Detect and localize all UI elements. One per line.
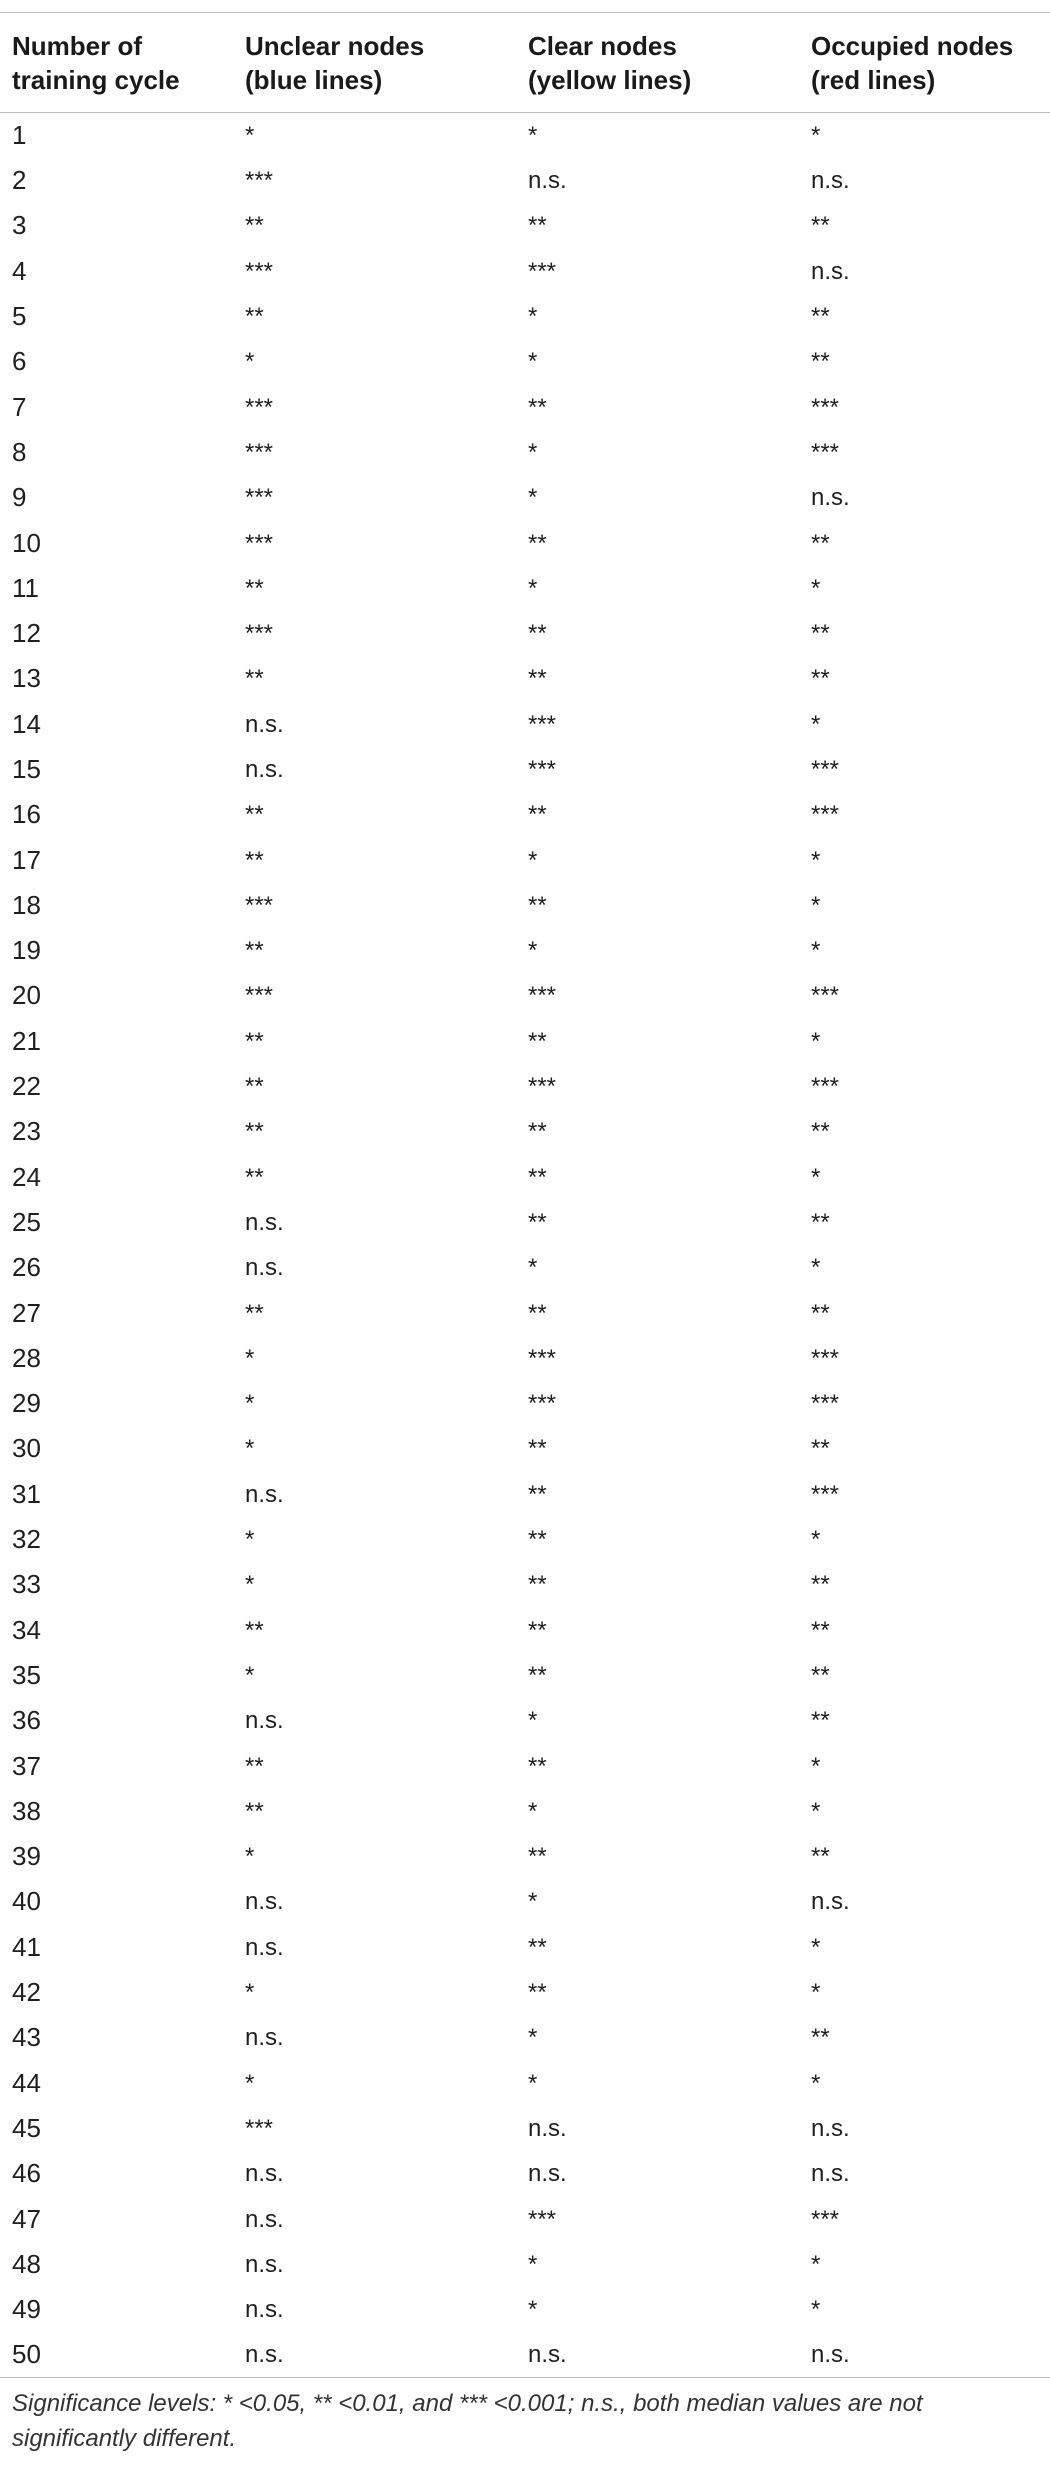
cell-clear-nodes: * <box>528 2024 538 2052</box>
table-row <box>0 1743 1050 1788</box>
cell-occupied-nodes: n.s. <box>811 1888 850 1916</box>
cell-occupied-nodes: ** <box>811 1571 830 1599</box>
table-row <box>0 1517 1050 1562</box>
cell-unclear-nodes: * <box>245 1390 255 1418</box>
cell-training-cycle: 47 <box>12 2203 41 2234</box>
cell-training-cycle: 14 <box>12 708 41 739</box>
table-row <box>0 1608 1050 1653</box>
cell-unclear-nodes: *** <box>245 2114 274 2142</box>
header-unclear-nodes: Unclear nodes (blue lines) <box>245 30 425 95</box>
cell-unclear-nodes: ** <box>245 303 264 331</box>
cell-occupied-nodes: *** <box>811 1480 840 1508</box>
cell-clear-nodes: ** <box>528 1526 547 1554</box>
cell-training-cycle: 6 <box>12 346 27 377</box>
table-footnote: Significance levels: * <0.05, ** <0.01, and *** <0.001; n.s., both median values are not significantly different. <box>12 2390 923 2453</box>
table-row <box>0 249 1050 294</box>
cell-clear-nodes: *** <box>528 1344 557 1372</box>
cell-training-cycle: 31 <box>12 1478 41 1509</box>
cell-clear-nodes: ** <box>528 1979 547 2007</box>
cell-clear-nodes: ** <box>528 1933 547 1961</box>
cell-unclear-nodes: *** <box>245 257 274 285</box>
cell-occupied-nodes: ** <box>811 1707 830 1735</box>
cell-clear-nodes: ** <box>528 529 547 557</box>
cell-clear-nodes: *** <box>528 257 557 285</box>
cell-training-cycle: 42 <box>12 1977 41 2008</box>
cell-training-cycle: 49 <box>12 2294 41 2325</box>
cell-occupied-nodes: ** <box>811 529 830 557</box>
cell-training-cycle: 8 <box>12 436 27 467</box>
table-row <box>0 339 1050 384</box>
table-row <box>0 837 1050 882</box>
table-row <box>0 113 1050 159</box>
cell-clear-nodes: * <box>528 438 538 466</box>
header-training-cycle: Number of training cycle <box>12 30 180 95</box>
cell-clear-nodes: * <box>528 1254 538 1282</box>
cell-unclear-nodes: n.s. <box>245 2205 284 2233</box>
cell-occupied-nodes: * <box>811 1797 821 1825</box>
table-row <box>0 475 1050 520</box>
table-row <box>0 2287 1050 2332</box>
cell-clear-nodes: *** <box>528 1073 557 1101</box>
table-row <box>0 1426 1050 1471</box>
cell-training-cycle: 7 <box>12 391 27 422</box>
header-occupied-nodes: Occupied nodes (red lines) <box>811 30 1014 95</box>
cell-clear-nodes: * <box>528 846 538 874</box>
table-row <box>0 2242 1050 2287</box>
cell-unclear-nodes: ** <box>245 1118 264 1146</box>
cell-training-cycle: 28 <box>12 1342 41 1373</box>
cell-unclear-nodes: n.s. <box>245 1888 284 1916</box>
cell-occupied-nodes: ** <box>811 1435 830 1463</box>
cell-unclear-nodes: ** <box>245 1027 264 1055</box>
cell-clear-nodes: * <box>528 2069 538 2097</box>
cell-clear-nodes: ** <box>528 1661 547 1689</box>
cell-unclear-nodes: * <box>245 2069 255 2097</box>
cell-clear-nodes: * <box>528 937 538 965</box>
cell-unclear-nodes: * <box>245 348 255 376</box>
cell-unclear-nodes: n.s. <box>245 2024 284 2052</box>
cell-training-cycle: 22 <box>12 1071 41 1102</box>
table-row <box>0 611 1050 656</box>
cell-training-cycle: 39 <box>12 1841 41 1872</box>
cell-clear-nodes: ** <box>528 1480 547 1508</box>
cell-clear-nodes: ** <box>528 1208 547 1236</box>
cell-occupied-nodes: * <box>811 710 821 738</box>
cell-clear-nodes: * <box>528 1797 538 1825</box>
cell-training-cycle: 29 <box>12 1388 41 1419</box>
cell-clear-nodes: ** <box>528 801 547 829</box>
cell-clear-nodes: ** <box>528 1843 547 1871</box>
cell-occupied-nodes: ** <box>811 1661 830 1689</box>
cell-occupied-nodes: *** <box>811 1344 840 1372</box>
cell-clear-nodes: ** <box>528 1616 547 1644</box>
cell-training-cycle: 10 <box>12 527 41 558</box>
cell-occupied-nodes: *** <box>811 982 840 1010</box>
cell-occupied-nodes: ** <box>811 303 830 331</box>
table-row <box>0 1200 1050 1245</box>
cell-occupied-nodes: n.s. <box>811 484 850 512</box>
cell-unclear-nodes: ** <box>245 665 264 693</box>
table-row <box>0 1925 1050 1970</box>
table-row <box>0 1336 1050 1381</box>
cell-clear-nodes: * <box>528 303 538 331</box>
cell-unclear-nodes: ** <box>245 212 264 240</box>
cell-clear-nodes: n.s. <box>528 2341 567 2369</box>
cell-clear-nodes: * <box>528 122 538 149</box>
header-row <box>0 13 1050 113</box>
cell-occupied-nodes: * <box>811 1254 821 1282</box>
table-row <box>0 702 1050 747</box>
cell-unclear-nodes: *** <box>245 620 274 648</box>
table-row <box>0 2196 1050 2241</box>
cell-clear-nodes: ** <box>528 393 547 421</box>
cell-unclear-nodes: n.s. <box>245 2341 284 2369</box>
table-row <box>0 973 1050 1018</box>
cell-occupied-nodes: * <box>811 1933 821 1961</box>
cell-occupied-nodes: * <box>811 2296 821 2324</box>
table-row <box>0 566 1050 611</box>
cell-clear-nodes: *** <box>528 2205 557 2233</box>
cell-clear-nodes: ** <box>528 1027 547 1055</box>
table-row <box>0 747 1050 792</box>
cell-clear-nodes: ** <box>528 1118 547 1146</box>
cell-occupied-nodes: ** <box>811 620 830 648</box>
cell-clear-nodes: * <box>528 484 538 512</box>
cell-occupied-nodes: *** <box>811 801 840 829</box>
cell-training-cycle: 21 <box>12 1025 41 1056</box>
cell-training-cycle: 44 <box>12 2067 41 2098</box>
cell-training-cycle: 36 <box>12 1705 41 1736</box>
significance-table <box>0 12 1050 2378</box>
cell-clear-nodes: * <box>528 2296 538 2324</box>
cell-clear-nodes: n.s. <box>528 2160 567 2188</box>
table-row <box>0 203 1050 248</box>
table-row <box>0 1562 1050 1607</box>
cell-clear-nodes: ** <box>528 1299 547 1327</box>
cell-training-cycle: 4 <box>12 255 27 286</box>
cell-occupied-nodes: *** <box>811 438 840 466</box>
cell-occupied-nodes: ** <box>811 348 830 376</box>
table-row <box>0 1019 1050 1064</box>
table-row <box>0 1290 1050 1335</box>
cell-training-cycle: 30 <box>12 1433 41 1464</box>
cell-clear-nodes: ** <box>528 212 547 240</box>
cell-occupied-nodes: * <box>811 891 821 919</box>
cell-training-cycle: 1 <box>12 120 27 150</box>
table-row <box>0 520 1050 565</box>
cell-training-cycle: 9 <box>12 482 27 513</box>
cell-occupied-nodes: ** <box>811 1616 830 1644</box>
cell-occupied-nodes: *** <box>811 1390 840 1418</box>
cell-training-cycle: 26 <box>12 1252 41 1283</box>
cell-occupied-nodes: *** <box>811 2205 840 2233</box>
cell-clear-nodes: ** <box>528 891 547 919</box>
cell-unclear-nodes: ** <box>245 846 264 874</box>
cell-training-cycle: 24 <box>12 1161 41 1192</box>
cell-unclear-nodes: ** <box>245 937 264 965</box>
cell-unclear-nodes: n.s. <box>245 2296 284 2324</box>
cell-unclear-nodes: * <box>245 1979 255 2007</box>
cell-unclear-nodes: n.s. <box>245 2160 284 2188</box>
table-row <box>0 1879 1050 1924</box>
cell-training-cycle: 48 <box>12 2248 41 2279</box>
cell-unclear-nodes: n.s. <box>245 1707 284 1735</box>
table-row <box>0 656 1050 701</box>
cell-training-cycle: 25 <box>12 1206 41 1237</box>
table-row <box>0 384 1050 429</box>
cell-training-cycle: 41 <box>12 1931 41 1962</box>
cell-occupied-nodes: * <box>811 122 821 149</box>
cell-clear-nodes: ** <box>528 1752 547 1780</box>
cell-unclear-nodes: * <box>245 1435 255 1463</box>
table-row <box>0 1155 1050 1200</box>
cell-occupied-nodes: * <box>811 1027 821 1055</box>
cell-unclear-nodes: *** <box>245 982 274 1010</box>
cell-occupied-nodes: * <box>811 846 821 874</box>
cell-unclear-nodes: * <box>245 1571 255 1599</box>
cell-unclear-nodes: n.s. <box>245 1254 284 1282</box>
cell-clear-nodes: ** <box>528 1571 547 1599</box>
cell-training-cycle: 45 <box>12 2112 41 2143</box>
table-row <box>0 1970 1050 2015</box>
table-header <box>0 13 1050 113</box>
table-row <box>0 928 1050 973</box>
cell-training-cycle: 38 <box>12 1795 41 1826</box>
cell-unclear-nodes: ** <box>245 574 264 602</box>
cell-occupied-nodes: *** <box>811 756 840 783</box>
cell-clear-nodes: ** <box>528 620 547 648</box>
cell-clear-nodes: *** <box>528 982 557 1010</box>
cell-training-cycle: 3 <box>12 210 27 241</box>
cell-clear-nodes: n.s. <box>528 2114 567 2142</box>
cell-occupied-nodes: * <box>811 2069 821 2097</box>
table-row <box>0 792 1050 837</box>
cell-clear-nodes: ** <box>528 1435 547 1463</box>
table-row <box>0 2151 1050 2196</box>
cell-occupied-nodes: *** <box>811 393 840 421</box>
cell-clear-nodes: ** <box>528 1163 547 1191</box>
cell-clear-nodes: ** <box>528 665 547 693</box>
cell-unclear-nodes: * <box>245 1526 255 1554</box>
cell-training-cycle: 37 <box>12 1750 41 1781</box>
cell-training-cycle: 34 <box>12 1614 41 1645</box>
cell-occupied-nodes: * <box>811 1752 821 1780</box>
cell-unclear-nodes: *** <box>245 529 274 557</box>
table-row <box>0 2015 1050 2060</box>
cell-unclear-nodes: ** <box>245 1797 264 1825</box>
cell-training-cycle: 35 <box>12 1659 41 1690</box>
cell-occupied-nodes: ** <box>811 1208 830 1236</box>
cell-unclear-nodes: * <box>245 1843 255 1871</box>
cell-unclear-nodes: n.s. <box>245 1208 284 1236</box>
cell-training-cycle: 23 <box>12 1116 41 1147</box>
cell-occupied-nodes: n.s. <box>811 167 850 195</box>
cell-occupied-nodes: ** <box>811 212 830 240</box>
cell-clear-nodes: * <box>528 1707 538 1735</box>
cell-occupied-nodes: ** <box>811 2024 830 2052</box>
cell-unclear-nodes: *** <box>245 167 274 195</box>
cell-clear-nodes: n.s. <box>528 167 567 195</box>
cell-training-cycle: 18 <box>12 889 41 920</box>
table-row <box>0 430 1050 475</box>
cell-unclear-nodes: ** <box>245 1073 264 1101</box>
cell-occupied-nodes: * <box>811 574 821 602</box>
table-row <box>0 2106 1050 2151</box>
table-row <box>0 1381 1050 1426</box>
cell-unclear-nodes: ** <box>245 1163 264 1191</box>
cell-unclear-nodes: n.s. <box>245 756 284 783</box>
cell-unclear-nodes: n.s. <box>245 1933 284 1961</box>
cell-training-cycle: 27 <box>12 1297 41 1328</box>
cell-occupied-nodes: * <box>811 1526 821 1554</box>
cell-unclear-nodes: ** <box>245 1299 264 1327</box>
cell-training-cycle: 33 <box>12 1569 41 1600</box>
cell-unclear-nodes: n.s. <box>245 1480 284 1508</box>
table-row <box>0 2060 1050 2105</box>
table-row <box>0 1653 1050 1698</box>
cell-training-cycle: 2 <box>12 165 27 196</box>
table-row <box>0 883 1050 928</box>
cell-training-cycle: 12 <box>12 618 41 649</box>
cell-occupied-nodes: * <box>811 937 821 965</box>
cell-training-cycle: 13 <box>12 663 41 694</box>
cell-occupied-nodes: ** <box>811 665 830 693</box>
cell-unclear-nodes: * <box>245 1661 255 1689</box>
cell-unclear-nodes: * <box>245 1344 255 1372</box>
cell-occupied-nodes: n.s. <box>811 2341 850 2369</box>
table-row <box>0 1789 1050 1834</box>
cell-occupied-nodes: * <box>811 2250 821 2278</box>
cell-training-cycle: 17 <box>12 844 41 875</box>
cell-unclear-nodes: ** <box>245 1752 264 1780</box>
cell-occupied-nodes: n.s. <box>811 2160 850 2188</box>
cell-unclear-nodes: *** <box>245 438 274 466</box>
cell-occupied-nodes: * <box>811 1163 821 1191</box>
cell-unclear-nodes: ** <box>245 801 264 829</box>
cell-unclear-nodes: *** <box>245 393 274 421</box>
cell-unclear-nodes: ** <box>245 1616 264 1644</box>
table-row <box>0 1472 1050 1517</box>
table-row <box>0 2332 1050 2378</box>
cell-training-cycle: 5 <box>12 301 27 332</box>
table-row <box>0 1834 1050 1879</box>
cell-occupied-nodes: ** <box>811 1843 830 1871</box>
cell-training-cycle: 43 <box>12 2022 41 2053</box>
cell-training-cycle: 20 <box>12 980 41 1011</box>
cell-unclear-nodes: n.s. <box>245 2250 284 2278</box>
cell-training-cycle: 40 <box>12 1886 41 1917</box>
cell-clear-nodes: * <box>528 574 538 602</box>
cell-occupied-nodes: n.s. <box>811 2114 850 2142</box>
cell-clear-nodes: * <box>528 1888 538 1916</box>
table-row <box>0 1698 1050 1743</box>
cell-clear-nodes: *** <box>528 756 557 783</box>
cell-clear-nodes: *** <box>528 1390 557 1418</box>
cell-unclear-nodes: *** <box>245 891 274 919</box>
table-row <box>0 158 1050 203</box>
cell-clear-nodes: *** <box>528 710 557 738</box>
cell-occupied-nodes: * <box>811 1979 821 2007</box>
cell-occupied-nodes: *** <box>811 1073 840 1101</box>
cell-training-cycle: 11 <box>12 572 39 603</box>
table-row <box>0 1064 1050 1109</box>
table-row <box>0 1109 1050 1154</box>
header-clear-nodes: Clear nodes (yellow lines) <box>528 30 692 95</box>
cell-unclear-nodes: *** <box>245 484 274 512</box>
cell-training-cycle: 16 <box>12 799 41 830</box>
cell-training-cycle: 46 <box>12 2158 41 2189</box>
table-row <box>0 294 1050 339</box>
cell-clear-nodes: * <box>528 348 538 376</box>
cell-training-cycle: 50 <box>12 2339 41 2370</box>
table-row <box>0 1245 1050 1290</box>
cell-unclear-nodes: n.s. <box>245 710 284 738</box>
cell-occupied-nodes: n.s. <box>811 257 850 285</box>
cell-occupied-nodes: ** <box>811 1299 830 1327</box>
cell-occupied-nodes: ** <box>811 1118 830 1146</box>
table-body <box>0 113 1050 2378</box>
cell-training-cycle: 32 <box>12 1524 41 1555</box>
cell-training-cycle: 15 <box>12 754 41 784</box>
cell-training-cycle: 19 <box>12 935 41 966</box>
cell-clear-nodes: * <box>528 2250 538 2278</box>
cell-unclear-nodes: * <box>245 122 255 149</box>
